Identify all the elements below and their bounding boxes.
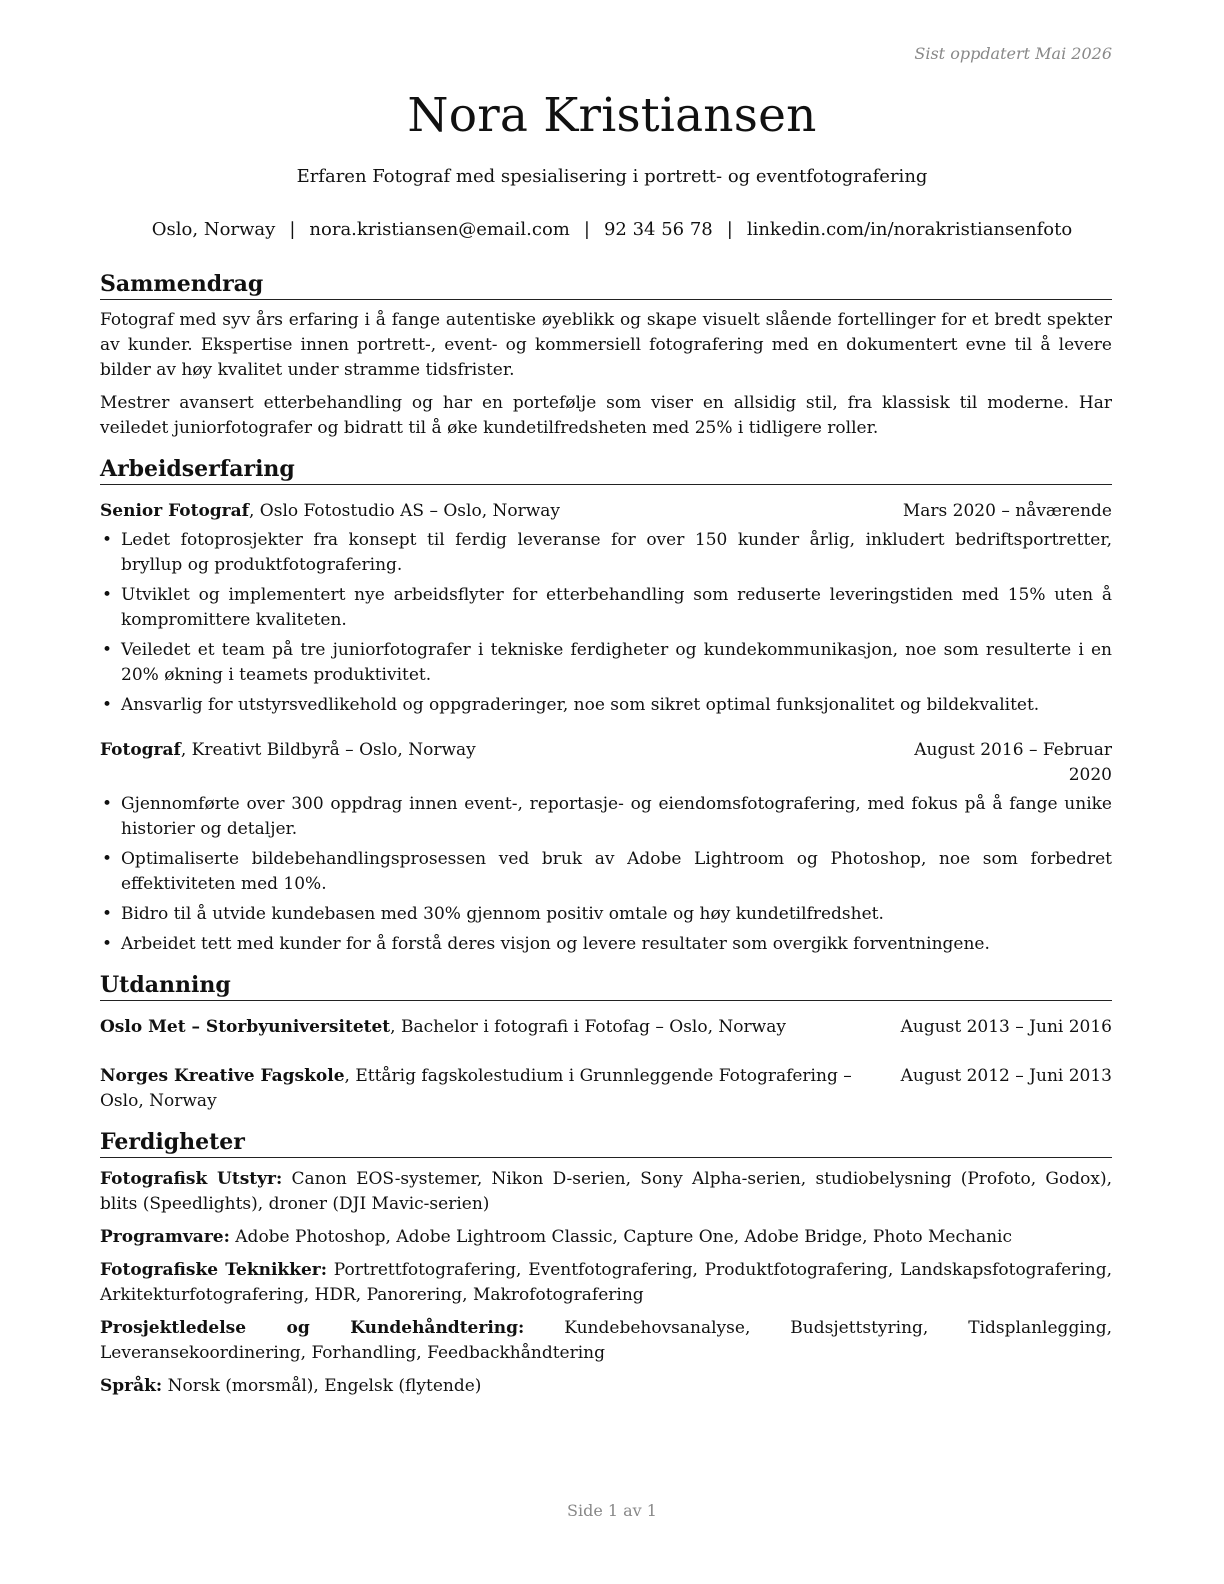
- job-header: [100, 738, 1112, 788]
- section-heading-experience: Arbeidserfaring: [100, 455, 1112, 485]
- education-school-line: [100, 1015, 786, 1040]
- job-role: [100, 499, 560, 524]
- contact-email[interactable]: nora.kristiansen@email.com: [309, 219, 570, 240]
- resume-body: [100, 270, 1112, 1413]
- education-date: August 2012 – Juni 2013: [900, 1066, 1112, 1086]
- candidate-name: Nora Kristiansen: [407, 88, 817, 143]
- list-item: • Veiledet et team på tre juniorfotografer i tekniske ferdigheter og kundekommunikasjon, noe som resulterte i en 20% økning i teamets produktivitet.: [100, 638, 1112, 688]
- contact-line: [0, 219, 1224, 240]
- education-school: Norges Kreative Fagskole: [100, 1066, 345, 1086]
- contact-separator: |: [583, 219, 590, 240]
- page-footer: Side 1 av 1: [567, 1501, 657, 1520]
- section-heading-summary: Sammendrag: [100, 270, 1112, 300]
- section-heading-education: Utdanning: [100, 971, 1112, 1001]
- skill-value: Norsk (morsmål), Engelsk (flytende): [162, 1376, 482, 1396]
- job-date: August 2016 – Februar 2020: [914, 740, 1112, 785]
- job-entry: [100, 738, 1112, 957]
- education-school-line: [100, 1064, 890, 1114]
- list-item: • Optimaliserte bildebehandlingsprosessen ved bruk av Adobe Lightroom og Photoshop, noe som forbedret effektiviteten med 10%.: [100, 847, 1112, 897]
- contact-linkedin[interactable]: linkedin.com/in/norakristiansenfoto: [746, 219, 1073, 240]
- headline: Erfaren Fotograf med spesialisering i portrett- og eventfotografering: [296, 166, 928, 187]
- skill-value: Portrettfotografering, Eventfotografering, Produktfotografering, Landskapsfotografering, Arkitekturfotografering, HDR, Panorering, Makrofotografering: [100, 1260, 1112, 1305]
- list-item: • Utviklet og implementert nye arbeidsflyter for etterbehandling som reduserte leveringstiden med 15% uten å kompromittere kvaliteten.: [100, 583, 1112, 633]
- skill-label: Fotografiske Teknikker:: [100, 1260, 328, 1280]
- skills-section: [100, 1128, 1112, 1399]
- education-entry: [100, 1064, 1112, 1114]
- education-section: [100, 971, 1112, 1114]
- contact-separator: |: [289, 219, 296, 240]
- job-entry: [100, 499, 1112, 718]
- skill-line: [100, 1258, 1112, 1308]
- education-school: Oslo Met – Storbyuniversitetet: [100, 1017, 391, 1037]
- experience-section: [100, 455, 1112, 957]
- education-detail: , Bachelor i fotografi i Fotofag – Oslo, Norway: [390, 1017, 786, 1037]
- list-item: • Ansvarlig for utstyrsvedlikehold og oppgraderinger, noe som sikret optimal funksjonalitet og bildekvalitet.: [100, 693, 1112, 718]
- last-updated: Sist oppdatert Mai 2026: [914, 44, 1112, 63]
- job-title: Senior Fotograf: [100, 501, 249, 521]
- education-entry: [100, 1015, 1112, 1040]
- job-bullets: [100, 792, 1112, 957]
- skill-line: [100, 1167, 1112, 1217]
- skill-value: Kundebehovsanalyse, Budsjettstyring, Tidsplanlegging, Leveransekoordinering, Forhandling, Feedbackhåndtering: [100, 1318, 1112, 1363]
- job-org: , Kreativt Bildbyrå – Oslo, Norway: [180, 740, 476, 760]
- education-date: August 2013 – Juni 2016: [900, 1017, 1112, 1037]
- job-header: [100, 499, 1112, 524]
- job-bullets: [100, 528, 1112, 718]
- skill-label: Prosjektledelse og Kundehåndtering:: [100, 1318, 525, 1338]
- summary-paragraph: Fotograf med syv års erfaring i å fange autentiske øyeblikk og skape visuelt slående fortellinger for et bredt spekter av kunder. Ekspertise innen portrett-, event- og kommersiell fotografering med en dokumentert evne til å levere bilder av høy kvalitet under stramme tidsfrister.: [100, 310, 1112, 380]
- skill-line: [100, 1374, 1112, 1399]
- skill-value: Adobe Photoshop, Adobe Lightroom Classic, Capture One, Adobe Bridge, Photo Mechanic: [229, 1227, 1012, 1247]
- contact-phone: 92 34 56 78: [603, 219, 713, 240]
- list-item: • Ledet fotoprosjekter fra konsept til ferdig leveranse for over 150 kunder årlig, inkludert bedriftsportretter, bryllup og produktfotografering.: [100, 528, 1112, 578]
- job-role: [100, 738, 476, 763]
- list-item: • Bidro til å utvide kundebasen med 30% gjennom positiv omtale og høy kundetilfredshet.: [100, 902, 1112, 927]
- skill-label: Språk:: [100, 1376, 163, 1396]
- list-item: • Arbeidet tett med kunder for å forstå deres visjon og levere resultater som overgikk forventningene.: [100, 932, 1112, 957]
- skill-line: [100, 1225, 1112, 1250]
- skill-label: Programvare:: [100, 1227, 230, 1247]
- skill-line: [100, 1316, 1112, 1366]
- list-item: • Gjennomførte over 300 oppdrag innen event-, reportasje- og eiendomsfotografering, med fokus på å fange unike historier og detaljer.: [100, 792, 1112, 842]
- job-date: Mars 2020 – nåværende: [902, 501, 1112, 521]
- skill-label: Fotografisk Utstyr:: [100, 1169, 283, 1189]
- job-title: Fotograf: [100, 740, 181, 760]
- section-heading-skills: Ferdigheter: [100, 1128, 1112, 1158]
- skill-value: Canon EOS-systemer, Nikon D-serien, Sony Alpha-serien, studiobelysning (Profoto, Godox), blits (Speedlights), droner (DJI Mavic-serien): [100, 1169, 1112, 1214]
- summary-section: [100, 270, 1112, 441]
- contact-location: Oslo, Norway: [151, 219, 276, 240]
- education-detail: , Ettårig fagskolestudium i Grunnleggende Fotografering – Oslo, Norway: [100, 1066, 852, 1111]
- job-org: , Oslo Fotostudio AS – Oslo, Norway: [248, 501, 561, 521]
- summary-paragraph: Mestrer avansert etterbehandling og har en portefølje som viser en allsidig stil, fra klassisk til moderne. Har veiledet juniorfotografer og bidratt til å øke kundetilfredsheten med 25% i tidligere roller.: [100, 393, 1112, 438]
- contact-separator: |: [726, 219, 733, 240]
